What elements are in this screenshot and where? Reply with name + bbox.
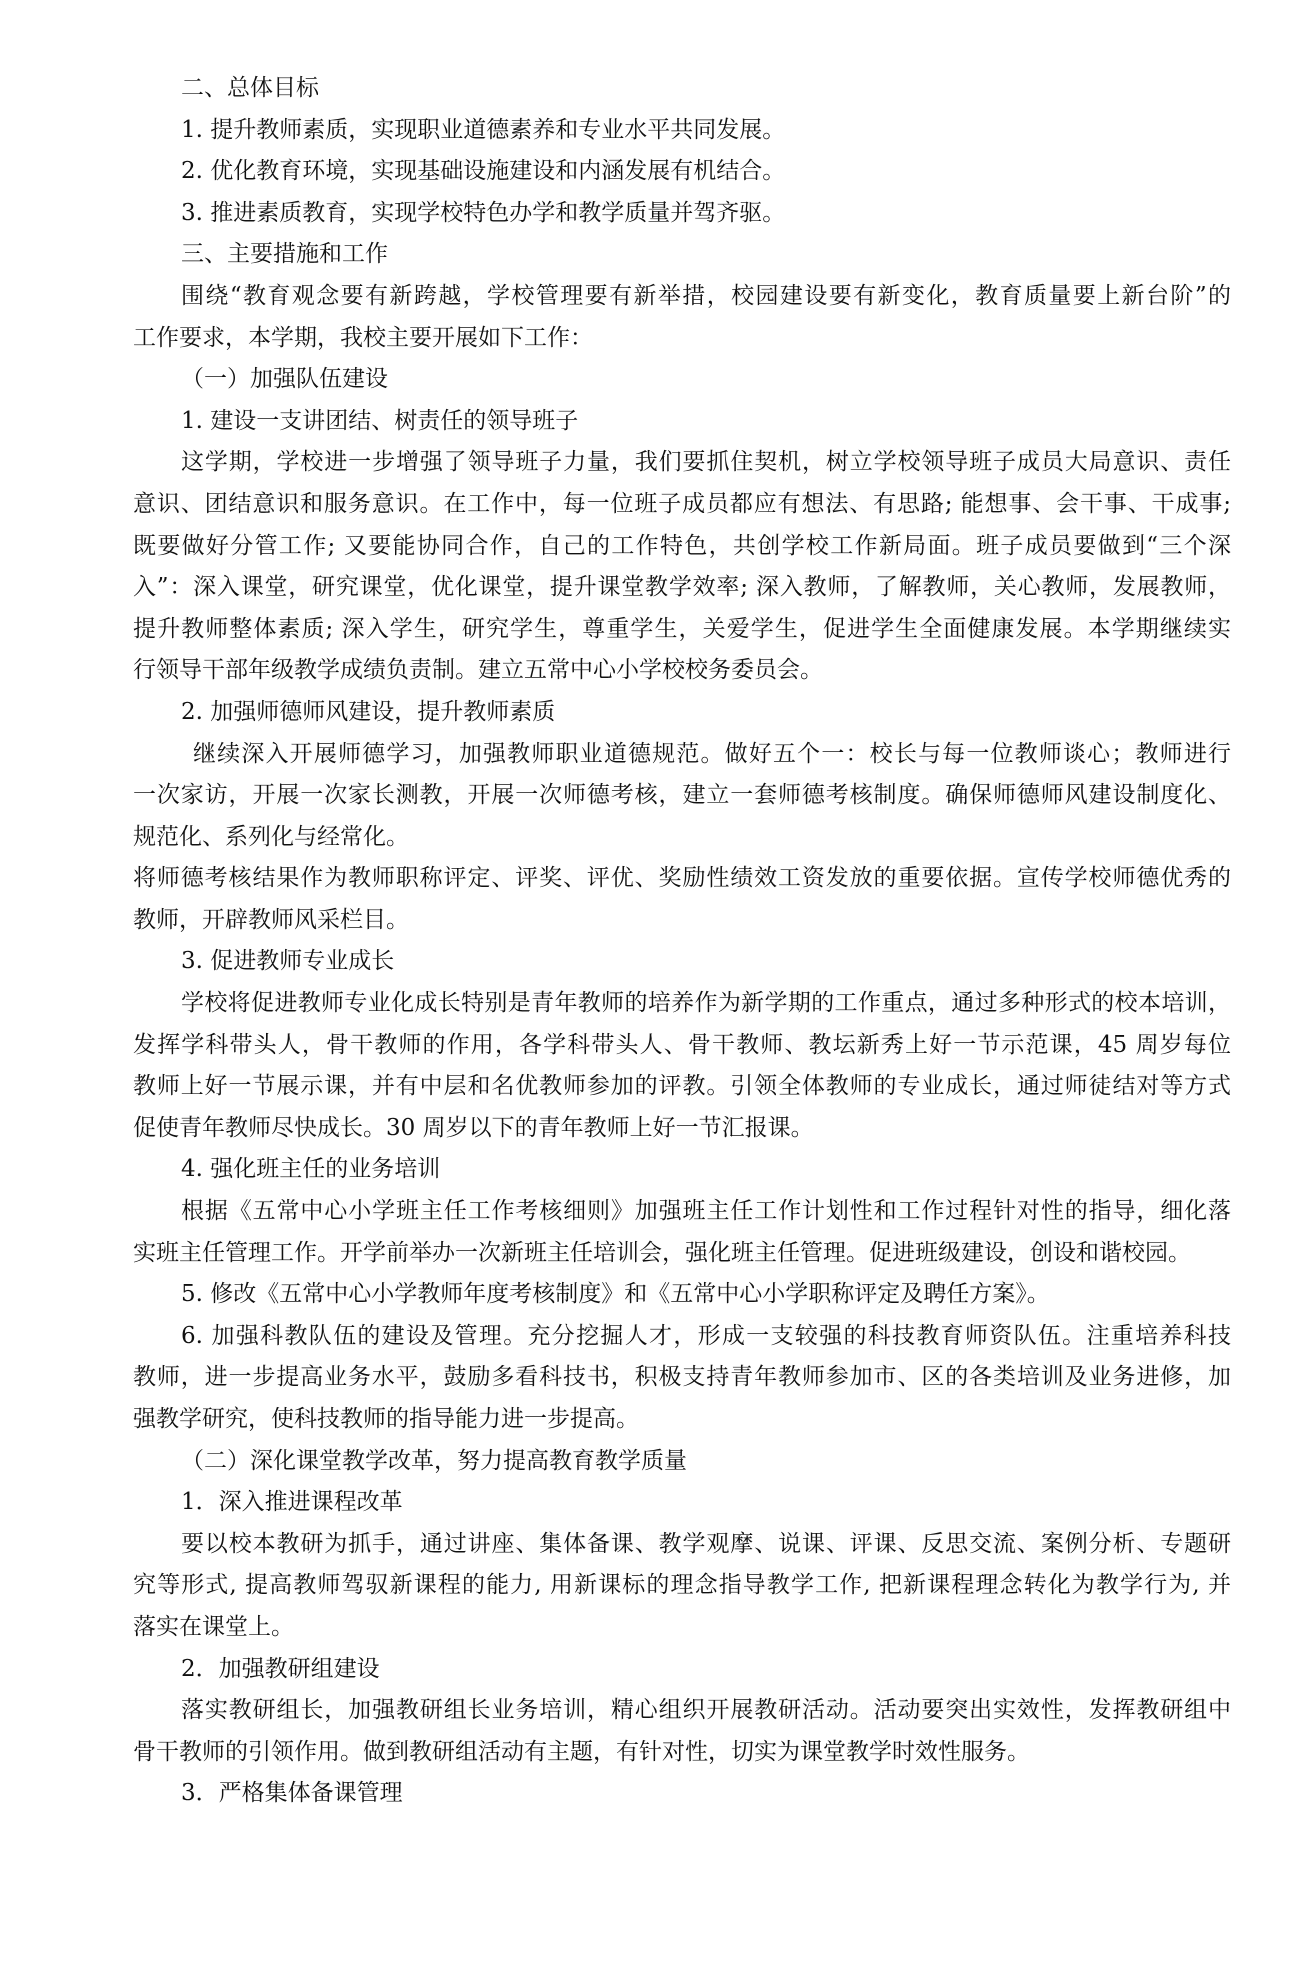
subsection-heading: （二）深化课堂教学改革，努力提高教育教学质量 (181, 1447, 687, 1474)
paragraph-line: 6. 加强科教队伍的建设及管理。充分挖掘人才，形成一支较强的科技教育师资队伍。注重培养科技 (181, 1322, 1231, 1349)
section-heading: 二、总体目标 (181, 75, 319, 101)
paragraph-line: 既要做好分管工作; 又要能协同合作，自己的工作特色，共创学校工作新局面。班子成员要做到“三个深 (133, 532, 1231, 559)
paragraph-line: 根据《五常中心小学班主任工作考核细则》加强班主任工作计划性和工作过程针对性的指导，细化落 (181, 1198, 1231, 1225)
paragraph-line: 要以校本教研为抓手，通过讲座、集体备课、教学观摩、说课、评课、反思交流、案例分析、专题研 (181, 1530, 1231, 1557)
paragraph-line: 继续深入开展师德学习，加强教师职业道德规范。做好五个一：校长与每一位教师谈心；教师进行 (193, 740, 1231, 767)
paragraph-line: 强教学研究，使科技教师的指导能力进一步提高。 (133, 1406, 639, 1432)
item-heading: 4. 强化班主任的业务培训 (181, 1156, 441, 1183)
paragraph-line: 究等形式, 提高教师驾驭新课程的能力, 用新课标的理念指导教学工作, 把新课程理念转化为教学行为, 并 (133, 1572, 1231, 1599)
document-body (133, 68, 1231, 1815)
paragraph-line: 行领导干部年级教学成绩负责制。建立五常中心小学校校务委员会。 (133, 657, 823, 684)
paragraph-line: 骨干教师的引领作用。做到教研组活动有主题，有针对性，切实为课堂教学时效性服务。 (133, 1738, 1030, 1765)
paragraph-line: 教师上好一节展示课，并有中层和名优教师参加的评教。引领全体教师的专业成长，通过师徒结对等方式 (133, 1073, 1231, 1100)
item-heading: 5. 修改《五常中心小学教师年度考核制度》和《五常中心小学职称评定及聘任方案》。 (181, 1281, 1050, 1308)
item-heading: 3．严格集体备课管理 (181, 1780, 403, 1807)
paragraph-line: 围绕“教育观念要有新跨越，学校管理要有新举措，校园建设要有新变化，教育质量要上新台阶”的 (181, 282, 1231, 309)
paragraph-line: 工作要求，本学期，我校主要开展如下工作： (133, 324, 593, 351)
paragraph-line: 意识、团结意识和服务意识。在工作中，每一位班子成员都应有想法、有思路; 能想事、会干事、干成事; (133, 490, 1231, 517)
paragraph-line: 发挥学科带头人，骨干教师的作用，各学科带头人、骨干教师、教坛新秀上好一节示范课，45 周岁每位 (133, 1031, 1231, 1058)
paragraph-line: 入”：深入课堂，研究课堂，优化课堂，提升课堂教学效率; 深入教师，了解教师，关心教师，发展教师， (133, 574, 1231, 601)
goal-item-3: 3. 推进素质教育，实现学校特色办学和教学质量并驾齐驱。 (181, 199, 786, 226)
paragraph-line: 一次家访，开展一次家长测教，开展一次师德考核，建立一套师德考核制度。确保师德师风建设制度化、 (133, 782, 1231, 809)
paragraph-line: 促使青年教师尽快成长。30 周岁以下的青年教师上好一节汇报课。 (133, 1114, 814, 1141)
paragraph-line: 这学期，学校进一步增强了领导班子力量，我们要抓住契机，树立学校领导班子成员大局意识、责任 (181, 449, 1231, 476)
paragraph-line: 教师，进一步提高业务水平，鼓励多看科技书，积极支持青年教师参加市、区的各类培训及业务进修，加 (133, 1364, 1231, 1391)
section-heading: 三、主要措施和工作 (181, 241, 388, 268)
paragraph-line: 学校将促进教师专业化成长特别是青年教师的培养作为新学期的工作重点，通过多种形式的校本培训， (181, 990, 1231, 1017)
paragraph-line: 教师，开辟教师风采栏目。 (133, 906, 409, 933)
item-heading: 2．加强教研组建设 (181, 1655, 380, 1682)
item-heading: 1. 建设一支讲团结、树责任的领导班子 (181, 407, 579, 434)
item-heading: 3. 促进教师专业成长 (181, 948, 395, 975)
paragraph-line: 落实在课堂上。 (133, 1613, 294, 1640)
paragraph-line: 实班主任管理工作。开学前举办一次新班主任培训会，强化班主任管理。促进班级建设，创设和谐校园。 (133, 1239, 1191, 1266)
paragraph-line: 规范化、系列化与经常化。 (133, 823, 409, 850)
paragraph-line: 提升教师整体素质; 深入学生，研究学生，尊重学生，关爱学生，促进学生全面健康发展。本学期继续实 (133, 615, 1231, 642)
subsection-heading: （一）加强队伍建设 (181, 366, 388, 393)
paragraph-line: 落实教研组长，加强教研组长业务培训，精心组织开展教研活动。活动要突出实效性，发挥教研组中 (181, 1697, 1231, 1724)
paragraph-line: 将师德考核结果作为教师职称评定、评奖、评优、奖励性绩效工资发放的重要依据。宣传学校师德优秀的 (133, 865, 1231, 892)
goal-item-1: 1. 提升教师素质，实现职业道德素养和专业水平共同发展。 (181, 116, 786, 143)
item-heading: 2. 加强师德师风建设，提升教师素质 (181, 698, 556, 725)
item-heading: 1．深入推进课程改革 (181, 1489, 403, 1516)
goal-item-2: 2. 优化教育环境，实现基础设施建设和内涵发展有机结合。 (181, 158, 786, 185)
